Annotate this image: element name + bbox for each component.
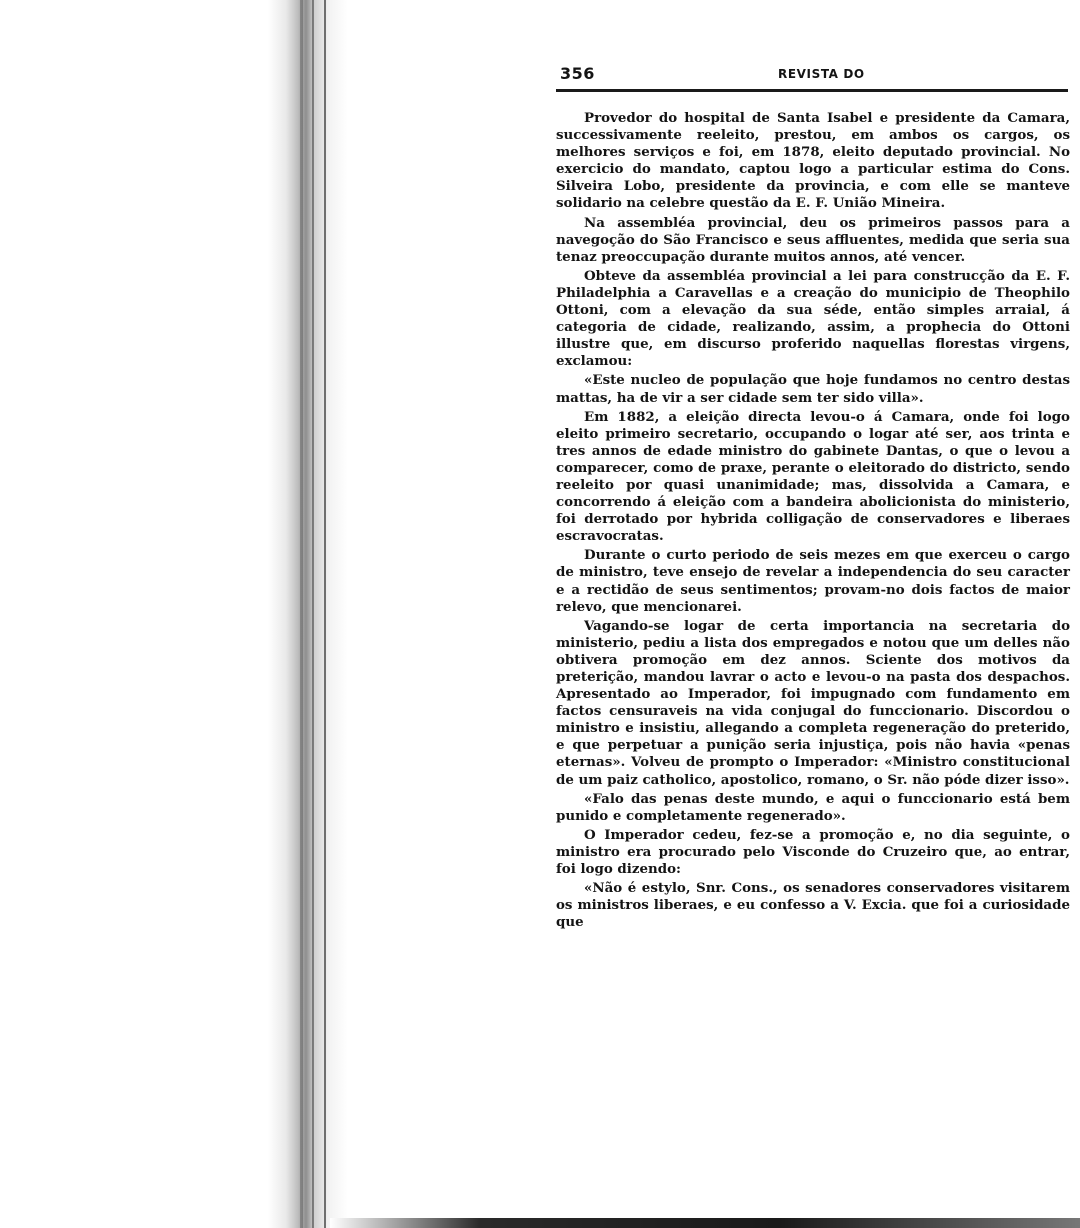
paragraph: «Este nucleo de população que hoje fundamos no centro destas mattas, ha de vir a ser cidade sem ter sido villa». bbox=[556, 372, 1070, 406]
page-number: 356 bbox=[560, 64, 595, 83]
page-body bbox=[556, 110, 1070, 931]
paragraph: Obteve da assembléa provincial a lei para construcção da E. F. Philadelphia a Caravellas e a creação do municipio de Theophilo Ottoni, com a elevação da sua séde, então simples arraial, á categoria de cidade, realizando, assim, a prophecia do Ottoni illustre que, em discurso proferido naquellas florestas virgens, exclamou: bbox=[556, 267, 1070, 370]
gutter-line bbox=[324, 0, 326, 1228]
paragraph: «Falo das penas deste mundo, e aqui o funccionario está bem punido e completamente regenerado». bbox=[556, 790, 1070, 824]
gutter-line bbox=[312, 0, 314, 1228]
page-gutter-shadow bbox=[268, 0, 348, 1228]
gutter-line bbox=[300, 0, 303, 1228]
paragraph: O Imperador cedeu, fez-se a promoção e, no dia seguinte, o ministro era procurado pelo Visconde do Cruzeiro que, ao entrar, foi logo dizendo: bbox=[556, 826, 1070, 878]
page-header bbox=[556, 60, 1076, 86]
paragraph: Na assembléa provincial, deu os primeiros passos para a navegoção do São Francisco e seus affluentes, medida que seria sua tenaz preoccupação durante muitos annos, até vencer. bbox=[556, 214, 1070, 265]
paragraph: Provedor do hospital de Santa Isabel e presidente da Camara, successivamente reeleito, prestou, em ambos os cargos, os melhores serviços e foi, em 1878, eleito deputado provincial. No exercicio do mandato, captou logo a particular estima do Cons. Silveira Lobo, presidente da provincia, e com elle se manteve solidario na celebre questão da E. F. União Mineira. bbox=[556, 110, 1070, 212]
paragraph: «Não é estylo, Snr. Cons., os senadores conservadores visitarem os ministros liberaes, e eu confesso a V. Excia. que foi a curiosidade que bbox=[556, 880, 1070, 931]
header-rule bbox=[556, 89, 1068, 92]
running-head: REVISTA DO bbox=[778, 67, 865, 81]
paragraph: Em 1882, a eleição directa levou-o á Camara, onde foi logo eleito primeiro secretario, occupando o logar até ser, aos trinta e tres annos de edade ministro do gabinete Dantas, o que o levou a comparecer, como de praxe, perante o eleitorado do districto, sendo reeleito por quasi unanimidade; mas, dissolvida a Camara, e concorrendo á eleição com a bandeira abolicionista do ministerio, foi derrotado por hybrida colligação de conservadores e liberaes escravocratas. bbox=[556, 408, 1070, 545]
book-page bbox=[556, 60, 1076, 931]
paragraph: Vagando-se logar de certa importancia na secretaria do ministerio, pediu a lista dos empregados e notou que um delles não obtivera promoção em dez annos. Sciente dos motivos da preterição, mandou lavrar o acto e levou-o na pasta dos despachos. Apresentado ao Imperador, foi impugnado com fundamento em factos censuraveis na vida conjugal do funccionario. Discordou o ministro e insistiu, allegando a completa regeneração do preterido, e que perpetuar a punição seria injustiça, pois não havia «penas eternas». Volveu de prompto o Imperador: «Ministro constitucional de um paiz catholico, apostolico, romano, o Sr. não póde dizer isso». bbox=[556, 617, 1070, 788]
paragraph: Durante o curto periodo de seis mezes em que exerceu o cargo de ministro, teve ensejo de revelar a independencia do seu caracter e a rectidão de seus sentimentos; provam-no dois factos de maior relevo, que mencionarei. bbox=[556, 547, 1070, 615]
bottom-edge-shadow bbox=[330, 1218, 1080, 1228]
